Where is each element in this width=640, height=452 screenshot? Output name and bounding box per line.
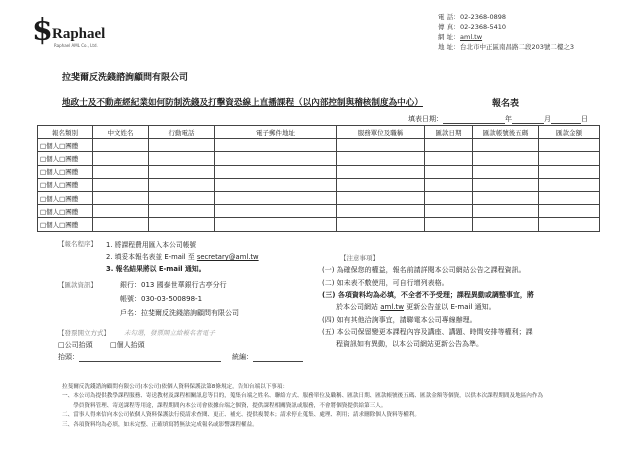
header-account-last5: 匯款帳號後五碼 (473, 126, 539, 139)
bank-label: 【匯款資訊】 (58, 281, 97, 289)
table-cell[interactable] (425, 139, 473, 152)
logo-name: Raphael (52, 26, 106, 42)
header-organization: 服務單位及職稱 (337, 126, 425, 139)
table-cell[interactable] (93, 205, 149, 218)
note-item-2: (二) 如未表不敷使用，可自行增列表格。 (322, 279, 449, 287)
header-email: 電子郵件地址 (215, 126, 337, 139)
bank-account: 帳號：030-03-500898-1 (120, 295, 203, 303)
privacy-line: 三、各項資料均為必填，如未完整、正確填寫將無法完成報名或影響課程權益。 (62, 421, 258, 428)
category-checkbox[interactable]: □個人□團體 (38, 178, 93, 191)
table-cell[interactable] (425, 218, 473, 231)
contact-fax: 傳 真：02-2368-5410 (438, 23, 507, 31)
table-row (38, 165, 600, 178)
header-mobile: 行動電話 (149, 126, 215, 139)
table-cell[interactable] (337, 191, 425, 204)
table-cell[interactable] (473, 178, 539, 191)
table-cell[interactable] (149, 205, 215, 218)
procedure-step-1: 1. 將課程費用匯入本公司帳號 (106, 241, 197, 249)
note-item-3-cont: 於本公司網站 aml.tw 更新公告並以 E-mail 通知。 (336, 303, 496, 311)
table-cell[interactable] (149, 152, 215, 165)
table-cell[interactable] (539, 191, 600, 204)
table-cell[interactable] (149, 178, 215, 191)
fill-date-day-field[interactable] (551, 115, 581, 124)
category-checkbox[interactable]: □個人□團體 (38, 165, 93, 178)
table-cell[interactable] (149, 191, 215, 204)
note-item-3: (三) 各項資料均為必填，不全者不予受理；課程異動或調整事宜，將 (322, 291, 534, 299)
invoice-tax-field[interactable]: 統編： (232, 352, 303, 362)
table-cell[interactable] (93, 191, 149, 204)
privacy-line: 二、當事人得來信向本公司依個人資料保護法行使請求查閱、更正、補充、提供複製本；請求停止蒐集、處理、利用；請求刪除個人資料等權利。 (62, 412, 421, 419)
note-item-5-cont: 程資訊如有異動，以本公司網站更新公告為準。 (336, 340, 483, 348)
table-cell[interactable] (215, 178, 337, 191)
category-checkbox[interactable]: □個人□團體 (38, 218, 93, 231)
table-cell[interactable] (149, 218, 215, 231)
fill-date-year-field[interactable] (443, 115, 505, 124)
company-logo (32, 14, 132, 56)
table-cell[interactable] (337, 152, 425, 165)
bank-holder: 戶名：拉斐爾反洗錢諮詢顧問有限公司 (120, 309, 239, 317)
fill-date: 填表日期： 年 月 日 (408, 115, 588, 123)
table-cell[interactable] (539, 178, 600, 191)
form-title: 地政士及不動產經紀業如何防制洗錢及打擊資恐線上直播課程（以內部控制與稽核制度為中心） (62, 98, 423, 108)
header-amount: 匯款金額 (539, 126, 600, 139)
logo-mark-icon: $ (32, 13, 53, 48)
table-cell[interactable] (473, 152, 539, 165)
form-title-suffix: 報名表 (492, 99, 520, 109)
procedure-email-link[interactable]: secretary@aml.tw (196, 253, 259, 261)
table-cell[interactable] (539, 218, 600, 231)
procedure-step-3: 3. 報名結果將以 E-mail 通知。 (106, 265, 206, 273)
table-cell[interactable] (337, 178, 425, 191)
table-cell[interactable] (215, 139, 337, 152)
privacy-line: 學員資料管理、寄送課程等用途，課程期間內本公司會依據台端之個資，提供課程相關資訊或服務，不會將個資提供給第三人。 (62, 402, 387, 409)
table-cell[interactable] (539, 205, 600, 218)
table-cell[interactable] (473, 191, 539, 204)
table-cell[interactable] (539, 152, 600, 165)
fill-date-month-field[interactable] (512, 115, 544, 124)
table-cell[interactable] (215, 165, 337, 178)
category-checkbox[interactable]: □個人□團體 (38, 152, 93, 165)
table-cell[interactable] (425, 178, 473, 191)
table-cell[interactable] (149, 165, 215, 178)
procedure-step-2: 2. 填妥本報名表並 E-mail 至 secretary@aml.tw (106, 253, 259, 261)
notes-site-link[interactable]: aml.tw (380, 303, 404, 311)
table-cell[interactable] (425, 165, 473, 178)
category-checkbox[interactable]: □個人□團體 (38, 205, 93, 218)
table-header-row (38, 126, 600, 139)
table-cell[interactable] (215, 205, 337, 218)
contact-phone: 電 話：02-2368-0898 (438, 13, 507, 21)
invoice-handwritten-note: 未勾選，發票開立給報名者電子 (124, 329, 215, 337)
privacy-notice (62, 383, 622, 430)
table-cell[interactable] (539, 139, 600, 152)
table-cell[interactable] (93, 152, 149, 165)
table-cell[interactable] (149, 139, 215, 152)
table-row (38, 218, 600, 231)
category-checkbox[interactable]: □個人□團體 (38, 139, 93, 152)
privacy-line: 拉斐爾反洗錢諮詢顧問有限公司(本公司)依個人資料保護法第8條規定，告知台端以下事項： (62, 384, 289, 390)
table-cell[interactable] (215, 152, 337, 165)
privacy-line: 一、本公司為提供教學課程服務、寄送教材及課程相關訊息等目的，蒐集台端之姓名、聯絡方式、服務單位及職稱、匯款日期、匯款帳號後五碼、匯款金額等個資，以供本次課程期間及地區內作為 (62, 393, 544, 400)
table-cell[interactable] (215, 191, 337, 204)
table-row (38, 178, 600, 191)
table-row (38, 139, 600, 152)
table-cell[interactable] (425, 152, 473, 165)
table-cell[interactable] (93, 165, 149, 178)
header-category: 報名類別 (38, 126, 93, 139)
invoice-label: 【發票開立方式】 (58, 329, 110, 337)
table-row (38, 152, 600, 165)
procedure-label: 【報名程序】 (58, 240, 97, 248)
bank-name: 銀行：013 國泰世華銀行古亭分行 (120, 281, 227, 289)
table-cell[interactable] (93, 139, 149, 152)
table-cell[interactable] (539, 165, 600, 178)
table-cell[interactable] (337, 205, 425, 218)
note-item-4: (四) 如有其他洽詢事宜，請聯電本公司專線辦理。 (322, 316, 477, 324)
company-name: 拉斐爾反洗錢諮詢顧問有限公司 (62, 73, 189, 83)
table-cell[interactable] (425, 191, 473, 204)
notes-label: 【注意事項】 (340, 254, 379, 262)
table-cell[interactable] (93, 218, 149, 231)
table-row (38, 191, 600, 204)
header-remit-date: 匯款日期 (425, 126, 473, 139)
contact-address: 地 址：台北市中正區南昌路二段203號二樓之3 (438, 43, 575, 51)
table-cell[interactable] (337, 218, 425, 231)
contact-block (438, 12, 574, 52)
table-cell[interactable] (473, 218, 539, 231)
table-cell[interactable] (473, 139, 539, 152)
note-item-5: (五) 本公司保留變更本課程內容及講座、講題、時間安排等權利；課 (322, 328, 533, 336)
header-chinese-name: 中文姓名 (93, 126, 149, 139)
invoice-title-field[interactable]: 抬頭： (58, 352, 221, 362)
registration-table (37, 125, 600, 232)
invoice-option-company[interactable]: □公司抬頭 (58, 341, 93, 349)
table-cell[interactable] (425, 205, 473, 218)
note-item-1: (一) 為確保您的權益，報名前請詳閱本公司網站公告之課程資訊。 (322, 266, 526, 274)
table-cell[interactable] (473, 205, 539, 218)
category-checkbox[interactable]: □個人□團體 (38, 191, 93, 204)
table-row (38, 205, 600, 218)
table-cell[interactable] (215, 218, 337, 231)
table-cell[interactable] (473, 165, 539, 178)
table-cell[interactable] (337, 139, 425, 152)
table-cell[interactable] (93, 178, 149, 191)
invoice-option-personal[interactable]: □個人抬頭 (110, 341, 145, 349)
table-cell[interactable] (337, 165, 425, 178)
logo-tagline: Raphael AML Co., Ltd. (54, 43, 98, 48)
contact-website[interactable]: 網 址：aml.tw (438, 33, 483, 41)
